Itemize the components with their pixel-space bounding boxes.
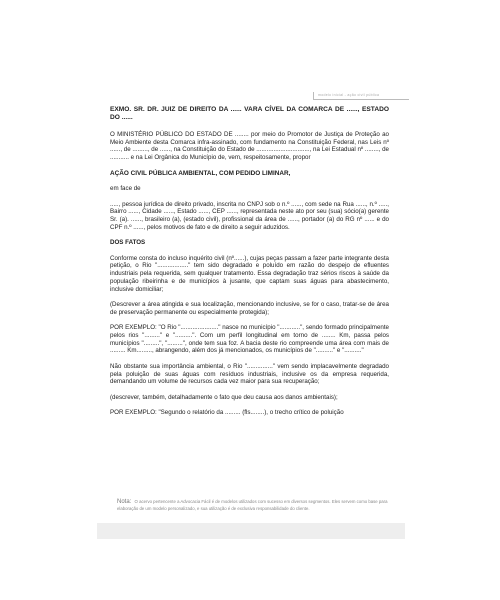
intro-paragraph: O MINISTÉRIO PÚBLICO DO ESTADO DE ........ por meio do Promotor de Justiça de Proteção ao Meio Ambiente desta Comarca infra-assinado, com fundamento na Constituição Federal, nas Leis nº ......, de ........., de ......, na Constituição do Estado de ..............................., na Lei Estadual nº ........, de ........... e na Lei Orgânica do Município de, vem, respeitosamente, propor — [110, 131, 389, 162]
note-text: O acervo pertencente a Advocacia Fácil é de modelos utilizados com sucesso em diversos segmentos. Eles servem como base para elaboração de um modelo personalizado, e sua utilização é de exclusiva responsabilidade do cliente. — [117, 499, 388, 511]
example-paragraph: POR EXEMPLO: "O Rio "......................" nasce no município "............", sendo formado principalmente pelos rios "........." e "..........". Com um perfil longitudinal em torno de ........ Km, passa pelos municípios ".........", ".........", onde tem sua foz. A bacia deste rio compreende uma área com mais de ......... Km........., abrangendo, além dos já mencionados, os municípios de ".........." e ".........." — [110, 324, 389, 355]
action-title: AÇÃO CIVIL PÚBLICA AMBIENTAL, COM PEDIDO LIMINAR, — [110, 169, 291, 177]
fatos-paragraph: Conforme consta do incluso inquérito civil (nº......), cujas peças passam a fazer parte integrante desta petição, o Rio ".................." tem sido degradado e poluído em razão do despejo de efluentes industriais pela requerida, sem qualquer tratamento. Essa degradação traz sérios riscos à saúde da população ribeirinha e de municípios à jusante, que captam suas águas para abastecimento, inclusive domiciliar; — [110, 254, 389, 293]
court-heading: EXMO. SR. DR. JUIZ DE DIREITO DA ...... VARA CÍVEL DA COMARCA DE ......, ESTADO DO ...... — [110, 106, 389, 121]
section-heading-fatos: DOS FATOS — [110, 239, 146, 247]
document-stamp: modelo inicial - ação civil pública — [313, 92, 409, 100]
petition-document — [110, 106, 389, 425]
instruction-paragraph-2: (descrever, também, detalhadamente o fato que deu causa aos danos ambientais); — [110, 393, 338, 401]
disclaimer-note — [117, 499, 402, 511]
footer-bar — [97, 523, 405, 539]
note-label: Nota: — [117, 499, 132, 505]
party-paragraph: ....., pessoa jurídica de direito privado, inscrita no CNPJ sob o n.º ......, com sede na Rua ......, n.º ....., Bairro ......, Cidade ......, Estado ......, CEP ......, representada neste ato por seu (sua) sócio(a) gerente Sr. (a). ......, brasileiro (a), (estado civil), profissional da área de ......, portador (a) do RG nº ...... e do CPF n.º ......, pelos motivos de fato e de direito a seguir aduzidos. — [110, 200, 389, 231]
degradation-paragraph: Não obstante sua importância ambiental, o Rio "..............." vem sendo implacavelmente degradado pela poluição de suas águas com resíduos industriais, inclusive os da empresa requerida, demandando um volume de recursos cada vez maior para sua recuperação; — [110, 362, 389, 386]
instruction-paragraph: (Descrever a área atingida e sua localização, mencionando inclusive, se for o caso, tratar-se de área de preservação permanente ou especialmente protegida); — [110, 301, 389, 316]
example-paragraph-2: POR EXEMPLO: "Segundo o relatório da ......... (fls........), o trecho crítico de poluição — [110, 409, 344, 417]
em-face-line: em face de — [110, 185, 141, 193]
